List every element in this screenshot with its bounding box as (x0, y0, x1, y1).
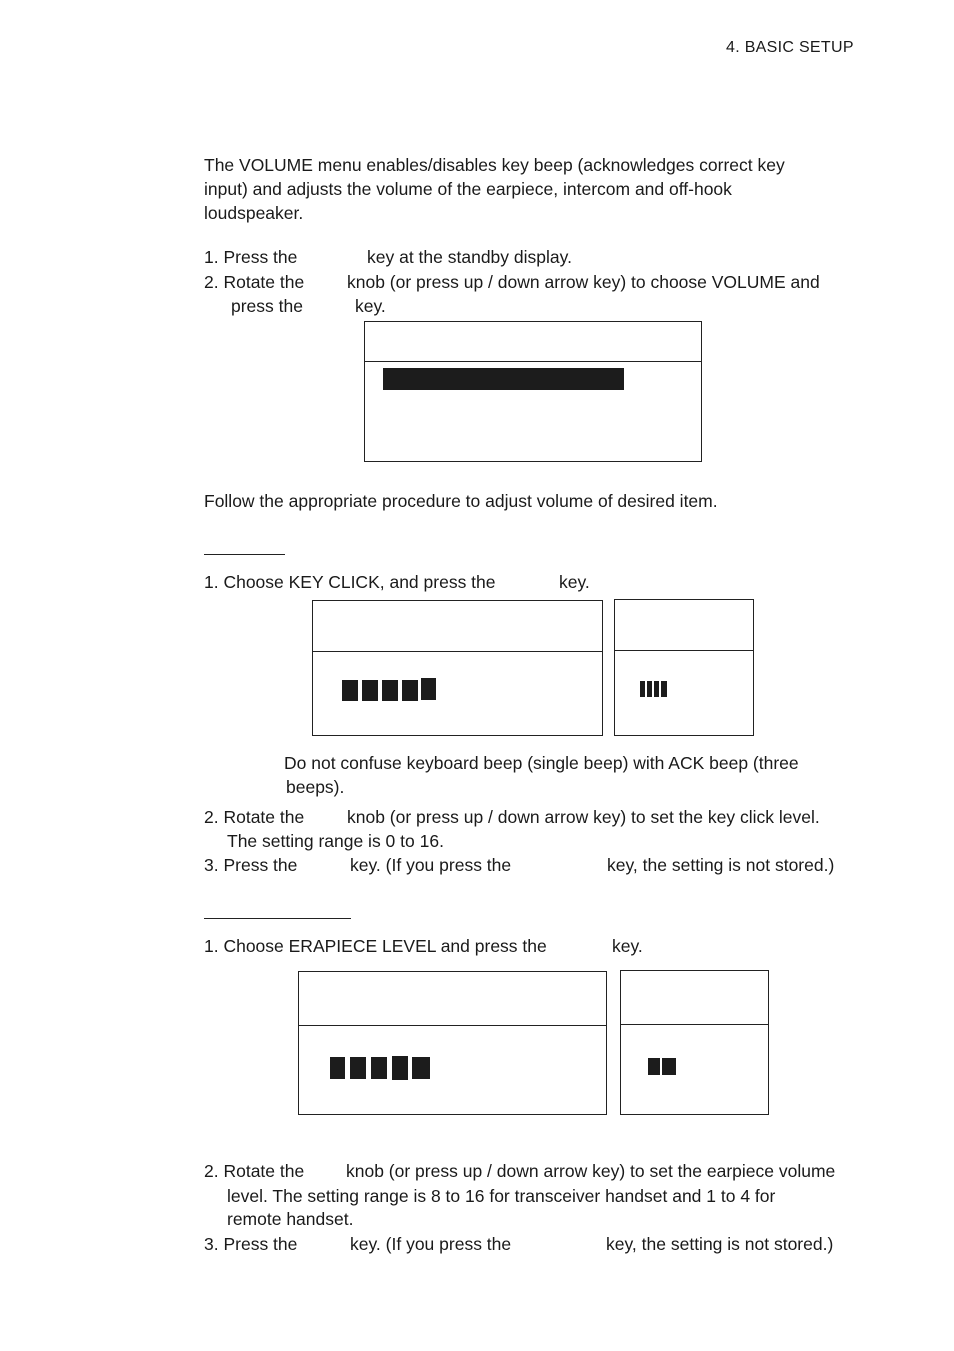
main-step-2-press: press the (231, 296, 303, 316)
key-click-heading-underline (204, 554, 285, 555)
key-click-step-3-prefix: 3. Press the (204, 855, 298, 875)
earpiece-display-divider (299, 1025, 606, 1026)
earpiece-step-2-prefix: 2. Rotate the (204, 1161, 305, 1181)
main-step-2-key: key. (355, 296, 386, 316)
main-step-1-prefix: 1. Press the (204, 247, 298, 267)
level-bar-segment (350, 1057, 366, 1079)
key-click-step-1-text: 1. Choose KEY CLICK, and press the (204, 572, 496, 592)
main-step-1-suffix: key at the standby display. (367, 247, 572, 267)
level-bar-segment (382, 680, 398, 701)
earpiece-step-2-text: knob (or press up / down arrow key) to set the earpiece volume (346, 1161, 836, 1181)
key-click-note-line-2: beeps). (286, 777, 345, 797)
section-header: 4. BASIC SETUP (726, 39, 854, 56)
level-bar-segment (647, 681, 652, 697)
earpiece-handset-display (620, 970, 769, 1115)
level-bar-segment (371, 1057, 387, 1079)
earpiece-step-3-end: key, the setting is not stored.) (606, 1234, 834, 1254)
level-bar-segment (412, 1057, 430, 1079)
earpiece-display (298, 971, 607, 1115)
level-bar-segment (342, 680, 358, 701)
level-bar-segment (362, 680, 378, 701)
key-click-step-3-end: key, the setting is not stored.) (607, 855, 835, 875)
key-click-step-3-mid: key. (If you press the (350, 855, 512, 875)
earpiece-step-2-range: level. The setting range is 8 to 16 for transceiver handset and 1 to 4 for (227, 1186, 776, 1206)
earpiece-step-1-text: 1. Choose ERAPIECE LEVEL and press the (204, 936, 547, 956)
intro-line-1: The VOLUME menu enables/disables key beep (acknowledges correct key (204, 155, 785, 175)
earpiece-step-1-key: key. (612, 936, 643, 956)
level-bar-segment (402, 680, 418, 701)
level-bar-segment (662, 1058, 676, 1075)
key-click-step-2-range: The setting range is 0 to 16. (227, 831, 444, 851)
key-click-display-divider (313, 651, 602, 652)
earpiece-step-3-mid: key. (If you press the (350, 1234, 512, 1254)
key-click-step-1-key: key. (559, 572, 590, 592)
earpiece-step-2-remote: remote handset. (227, 1209, 354, 1229)
intro-line-2: input) and adjusts the volume of the earpiece, intercom and off-hook (204, 179, 732, 199)
key-click-step-2-prefix: 2. Rotate the (204, 807, 305, 827)
key-click-handset-display (614, 599, 754, 736)
level-bar-segment (648, 1058, 660, 1075)
main-step-2-prefix: 2. Rotate the (204, 272, 305, 292)
follow-procedure-text: Follow the appropriate procedure to adjust volume of desired item. (204, 491, 718, 511)
level-bar-segment (392, 1056, 408, 1080)
menu-selection-highlight (383, 368, 624, 390)
level-bar-segment (654, 681, 659, 697)
earpiece-step-3-prefix: 3. Press the (204, 1234, 298, 1254)
earpiece-heading-underline (204, 918, 351, 919)
level-bar-segment (661, 681, 667, 697)
menu-display-divider (365, 361, 701, 362)
key-click-display (312, 600, 603, 736)
intro-line-3: loudspeaker. (204, 203, 304, 223)
level-bar-segment (330, 1057, 345, 1079)
key-click-step-2-text: knob (or press up / down arrow key) to set the key click level. (347, 807, 820, 827)
main-step-2-text: knob (or press up / down arrow key) to choose VOLUME and (347, 272, 820, 292)
handset-display-divider (615, 650, 753, 651)
key-click-note-line-1: Do not confuse keyboard beep (single beep) with ACK beep (three (284, 753, 799, 773)
level-bar-segment (640, 681, 645, 697)
menu-display-figure (364, 321, 702, 462)
level-bar-segment (421, 678, 436, 700)
handset-display-divider (621, 1024, 768, 1025)
